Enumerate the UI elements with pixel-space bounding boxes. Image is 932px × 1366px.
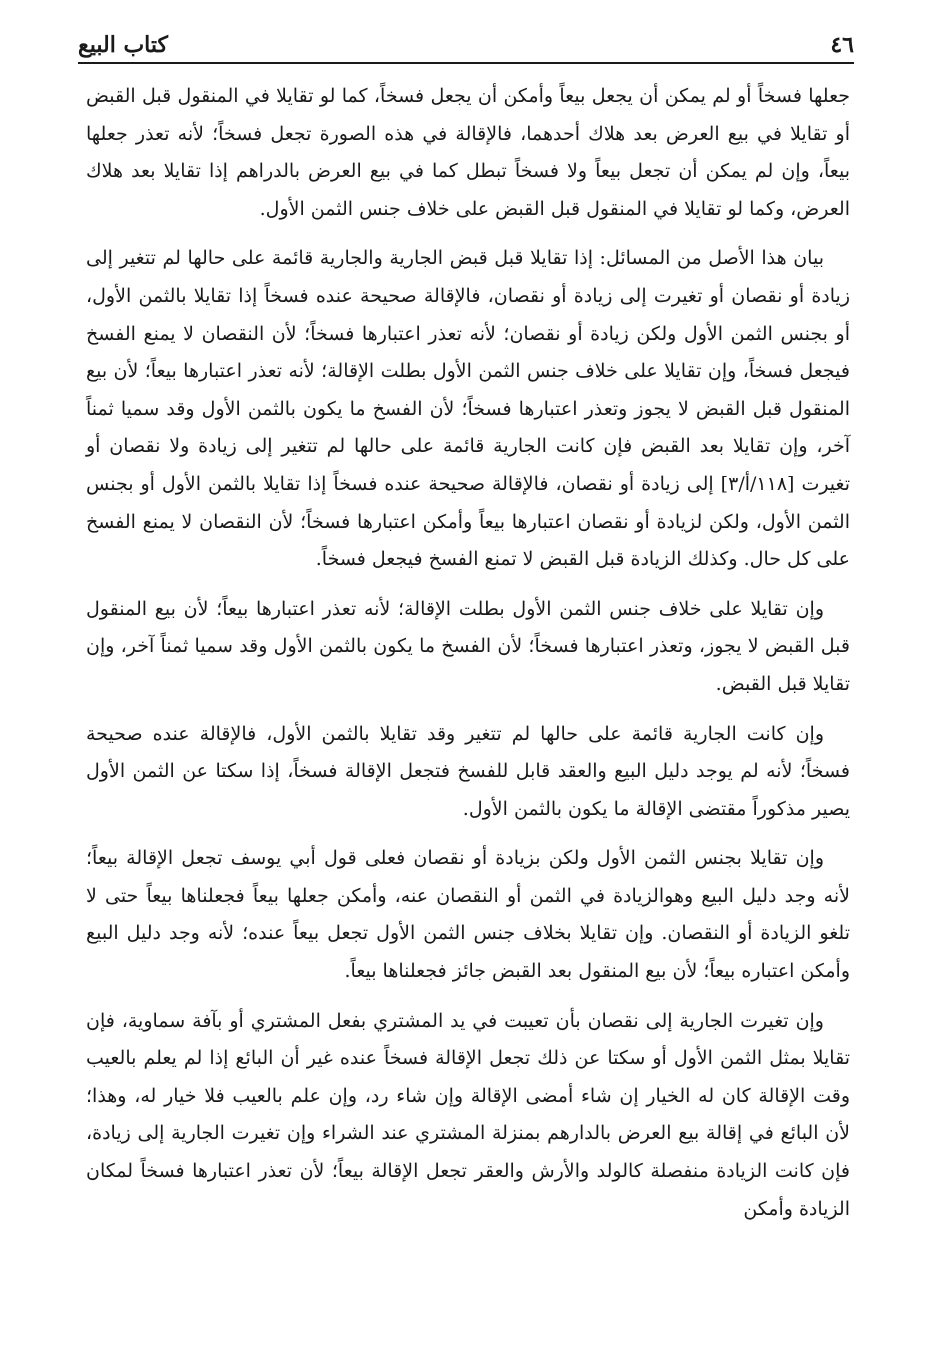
page-body [86, 78, 850, 1240]
paragraph: وإن كانت الجارية قائمة على حالها لم تتغير وقد تقايلا بالثمن الأول، فالإقالة عنده صحيحة فسخاً؛ لأنه لم يوجد دليل البيع والعقد قابل للفسخ فتجعل الإقالة فسخاً، إذا سكتا عن الثمن الأول يصير مذكوراً مقتضى الإقالة ما يكون بالثمن الأول. [86, 722, 850, 820]
paragraph: وإن تقايلا بجنس الثمن الأول ولكن بزيادة أو نقصان فعلى قول أبي يوسف تجعل الإقالة بيعاً؛ لأنه وجد دليل البيع وهوالزيادة في الثمن أو النقصان عنه، وأمكن جعلها بيعاً فجعلناها بيعاً حتى لا تلغو الزيادة أو النقصان. وإن تقايلا بخلاف جنس الثمن الأول تجعل بيعاً عنده؛ لأنه وجد دليل البيع وأمكن اعتباره بيعاً؛ لأن بيع المنقول بعد القبض جائز فجعلناها بيعاً. [86, 847, 850, 983]
page-header [78, 28, 854, 64]
page-number: ٤٦ [830, 32, 854, 58]
paragraph: وإن تغيرت الجارية إلى نقصان بأن تعيبت في يد المشتري بفعل المشتري أو بآفة سماوية، فإن تقايلا بمثل الثمن الأول أو سكتا عن ذلك تجعل الإقالة فسخاً عنده غير أن البائع إذا لم يعلم بالعيب وقت الإقالة كان له الخيار إن شاء أمضى الإقالة وإن شاء رد، وإن علم بالعيب فلا خيار له، وهذا؛ لأن البائع في إقالة بيع العرض بالدارهم بمنزلة المشتري عند الشراء وإن تغيرت الجارية إلى زيادة، فإن كانت الزيادة منفصلة كالولد والأرش والعقر تجعل الإقالة بيعاً؛ لأن تعذر اعتبارها فسخاً لمكان الزيادة وأمكن [86, 1009, 850, 1220]
paragraph: وإن تقايلا على خلاف جنس الثمن الأول بطلت الإقالة؛ لأنه تعذر اعتبارها بيعاً؛ لأن بيع المنقول قبل القبض لا يجوز، وتعذر اعتبارها فسخاً؛ لأن الفسخ ما يكون بالثمن الأول وقد سميا ثمناً آخر، وإن تقايلا قبل القبض. [86, 597, 850, 695]
running-title: كتاب البيع [78, 32, 168, 58]
paragraph: بيان هذا الأصل من المسائل: إذا تقايلا قبل قبض الجارية والجارية قائمة على حالها لم تتغير إلى زيادة أو نقصان أو تغيرت إلى زيادة أو نقصان، فالإقالة صحيحة عنده فسخاً إذا تقايلا بالثمن الأول، أو بجنس الثمن الأول ولكن زيادة أو نقصان؛ لأنه تعذر اعتبارها فسخاً؛ لأن النقصان لا يمنع الفسخ فيجعل فسخاً، وإن تقايلا على خلاف جنس الثمن الأول بطلت الإقالة؛ لأنه تعذر اعتبارها بيعاً؛ لأن بيع المنقول قبل القبض لا يجوز وتعذر اعتبارها فسخاً؛ لأن الفسخ ما يكون بالثمن الأول وقد سميا ثمناً آخر، وإن تقايلا بعد القبض فإن كانت الجارية قائمة على حالها لم تتغير إلى زيادة ولا نقصان أو تغيرت [١١٨/أ/٣] إلى زيادة أو نقصان، فالإقالة صحيحة عنده فسخاً إذا تقايلا بالثمن الأول أو بجنس الثمن الأول، ولكن لزيادة أو نقصان اعتبارها بيعاً وأمكن اعتبارها فسخاً؛ لأن النقصان لا يمنع الفسخ على كل حال. وكذلك الزيادة قبل القبض لا تمنع الفسخ فيجعل فسخاً. [86, 247, 850, 571]
paragraph: جعلها فسخاً أو لم يمكن أن يجعل بيعاً وأمكن أن يجعل فسخاً، كما لو تقايلا في المنقول قبل القبض أو تقايلا في بيع العرض بعد هلاك أحدهما، فالإقالة في هذه الصورة تجعل فسخاً؛ لأنه تعذر جعلها بيعاً، وإن لم يمكن أن تجعل بيعاً ولا فسخاً تبطل كما في بيع العرض بالدراهم إذا تقايلا بعد هلاك العرض، وكما لو تقايلا في المنقول قبل القبض على خلاف جنس الثمن الأول. [86, 85, 850, 220]
